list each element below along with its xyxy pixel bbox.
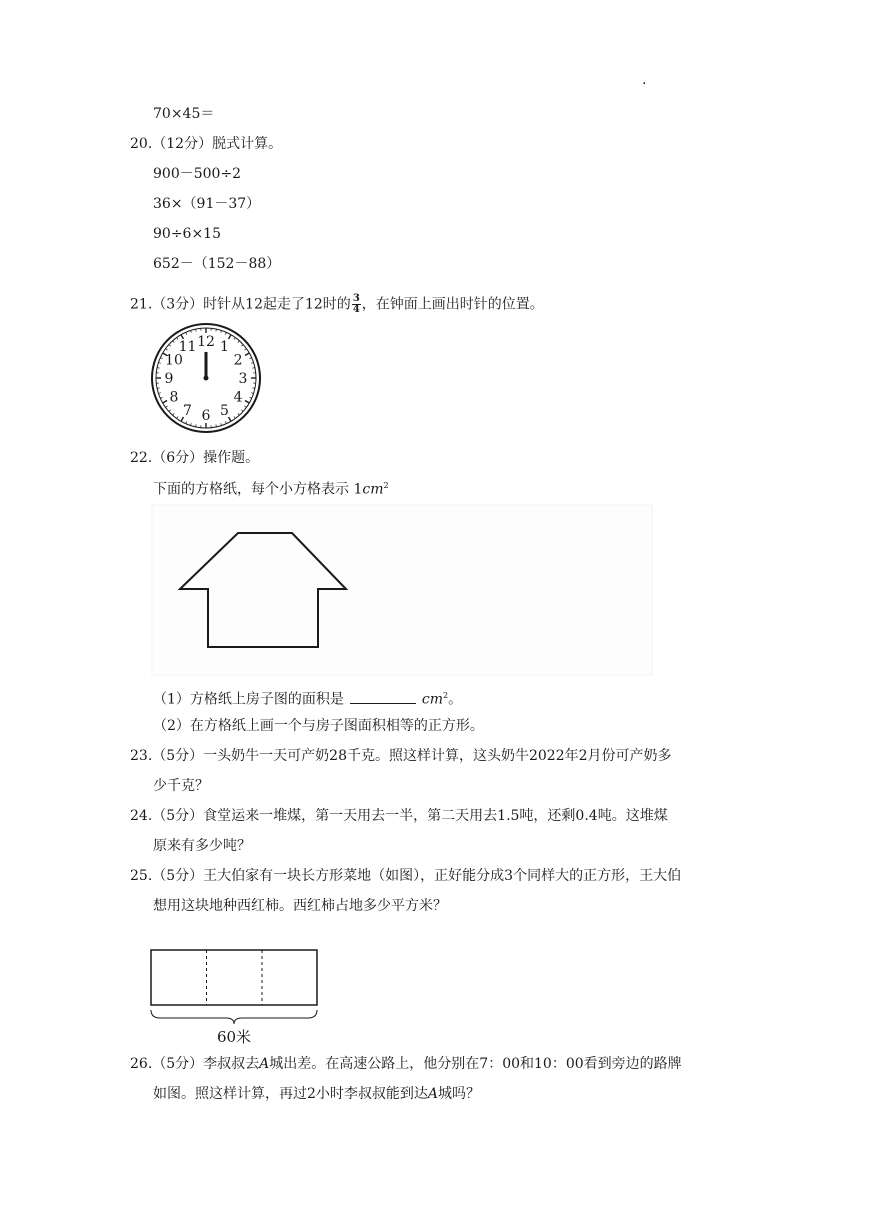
- clock-center: [204, 376, 209, 381]
- q21-suffix: ，在钟面上画出时针的位置。: [361, 296, 544, 313]
- length-label: 60米: [216, 1028, 252, 1046]
- grid-figure: [152, 505, 652, 675]
- top-dot: .: [642, 72, 647, 88]
- clock-number: 5: [220, 403, 229, 420]
- clock-number: 1: [220, 338, 229, 355]
- q21-question: [130, 294, 544, 315]
- length-brace: [151, 1010, 317, 1024]
- q20-item-2: 36×（91－37）: [153, 196, 261, 212]
- field-rectangle: [151, 950, 317, 1005]
- q21-frac-den: 4: [352, 304, 360, 315]
- q22-sub1-text: （1）方格纸上房子图的面积是: [153, 691, 344, 708]
- clock-figure: [150, 322, 262, 434]
- q22-answer-blank[interactable]: [350, 689, 416, 704]
- q26-line2: [153, 1084, 480, 1104]
- q23-line2: 少千克？: [153, 778, 209, 794]
- clock-number: 9: [164, 371, 174, 387]
- clock-number: 7: [183, 403, 192, 420]
- clock-number: 4: [233, 389, 243, 406]
- q26-line1: [130, 1054, 682, 1074]
- q22-sub1-unit: cm: [421, 691, 444, 708]
- q23-line1: 23.（5分）一头奶牛一天可产奶28千克。照这样计算，这头奶牛2022年2月份可产奶多: [130, 748, 672, 764]
- q22-desc-text: 下面的方格纸，每个小方格表示 1: [153, 481, 363, 498]
- clock-number: 11: [178, 338, 197, 355]
- q21-prefix: 21.（3分）时针从12起走了12时的: [130, 296, 351, 313]
- q24-line1: 24.（5分）食堂运来一堆煤，第一天用去一半，第二天用去1.5吨，还剩0.4吨。这堆煤: [130, 808, 668, 824]
- q24-line2: 原来有多少吨？: [153, 838, 251, 854]
- q22-sub1-end: 。: [448, 691, 463, 708]
- clock-number: 12: [197, 334, 215, 350]
- prev-item: 70×45＝: [153, 106, 215, 122]
- q26-line1-b: 城出差。在高速公路上，他分别在7：00和10：00看到旁边的路牌: [269, 1056, 682, 1072]
- q26-line1-a: 26.（5分）李叔叔去: [130, 1056, 260, 1072]
- q25-line1: 25.（5分）王大伯家有一块长方形菜地（如图），正好能分成3个同样大的正方形，王大伯: [130, 868, 682, 884]
- q20-item-3: 90÷6×15: [153, 226, 221, 242]
- q22-title: 22.（6分）操作题。: [130, 450, 260, 466]
- grid-paper: [152, 505, 652, 675]
- q20-title: 20.（12分）脱式计算。: [130, 136, 283, 152]
- q22-desc-unit: cm: [362, 481, 384, 498]
- rectangle-figure: [146, 944, 326, 1048]
- q21-frac-num: 3: [352, 293, 360, 304]
- q21-fraction: [352, 294, 361, 315]
- q22-desc-sup: 2: [383, 481, 389, 490]
- q22-sub1: [153, 686, 462, 710]
- clock-number: 3: [238, 371, 248, 387]
- q26-line2-b: 城吗？: [438, 1086, 481, 1102]
- q22-sub2: （2）在方格纸上画一个与房子图面积相等的正方形。: [153, 718, 484, 734]
- clock-number: 6: [201, 408, 211, 424]
- q25-line2: 想用这块地种西红柿。西红柿占地多少平方米？: [153, 898, 447, 914]
- clock-number: 8: [169, 389, 179, 406]
- q20-item-1: 900－500÷2: [153, 166, 242, 182]
- clock-number: 2: [233, 352, 243, 369]
- q26-city-2: A: [427, 1086, 439, 1102]
- q22-desc: [153, 476, 389, 500]
- q22-sub1-sup: 2: [443, 691, 449, 700]
- clock-number: 10: [165, 352, 183, 369]
- q26-city-1: A: [259, 1056, 270, 1072]
- q26-line2-a: 如图。照这样计算，再过2小时李叔叔能到达: [153, 1086, 428, 1102]
- q20-item-4: 652－（152－88）: [153, 256, 281, 272]
